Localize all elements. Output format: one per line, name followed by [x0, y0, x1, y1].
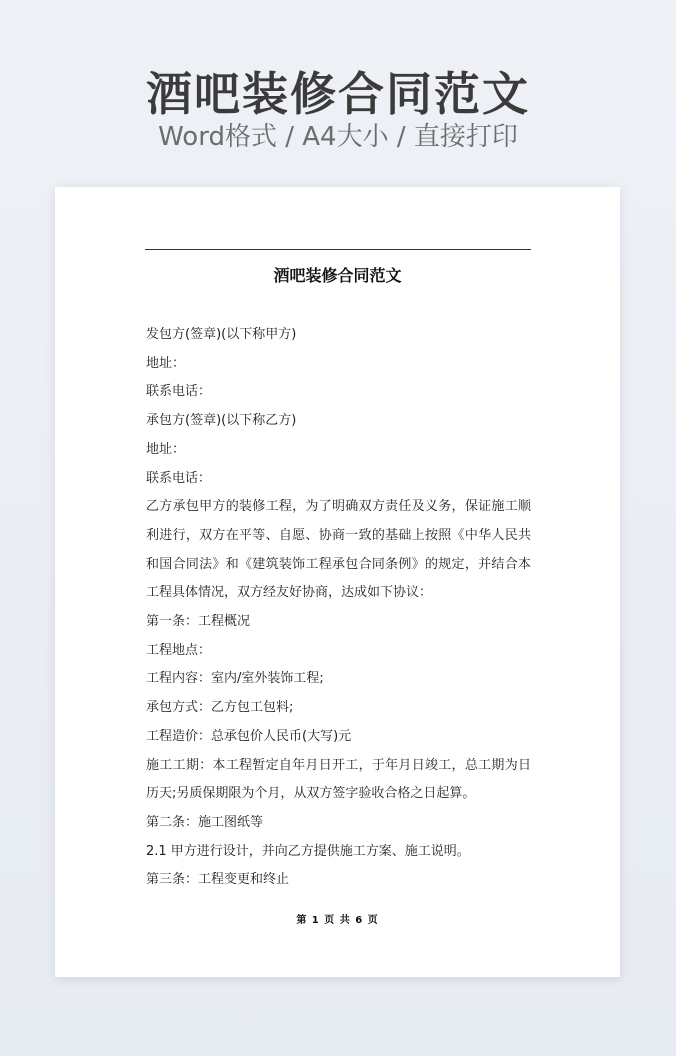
- article-1-heading: 第一条：工程概况: [146, 614, 251, 630]
- document-title: 酒吧装修合同范文: [273, 266, 402, 285]
- party-a-address: 地址：: [146, 355, 186, 371]
- project-cost: 工程造价：总承包价人民币(大写)元: [146, 728, 352, 744]
- construction-period: 施工工期：本工程暂定自年月日开工，于年月日竣工，总工期为日历天;另质保期限为个月，从双方签字验收合格之日起算。: [146, 757, 531, 802]
- party-b-address: 地址：: [146, 441, 186, 457]
- party-b-line: 承包方(签章)(以下称乙方): [146, 413, 297, 429]
- preamble-paragraph: 乙方承包甲方的装修工程，为了明确双方责任及义务，保证施工顺利进行，双方在平等、自愿、协商一致的基础上按照《中华人民共和国合同法》和《建筑装饰工程承包合同条例》的规定，并结合本工程具体情况，双方经友好协商，达成如下协议：: [146, 499, 531, 601]
- document-page: [55, 187, 620, 977]
- project-content: 工程内容：室内/室外装饰工程;: [146, 671, 324, 687]
- banner-title: 酒吧装修合同范文: [146, 67, 530, 121]
- party-a-line: 发包方(签章)(以下称甲方): [146, 327, 297, 342]
- page-number: 第 1 页 共 6 页: [296, 915, 379, 926]
- article-2-heading: 第二条：施工图纸等: [146, 814, 264, 830]
- banner-subtitle: Word格式 / A4大小 / 直接打印: [158, 122, 518, 152]
- party-a-phone: 联系电话：: [146, 384, 212, 400]
- header-rule: [145, 249, 531, 250]
- document-body: [146, 321, 531, 895]
- article-3-heading: 第三条：工程变更和终止: [146, 872, 290, 888]
- project-location: 工程地点：: [146, 642, 212, 658]
- party-b-phone: 联系电话：: [146, 470, 212, 486]
- clause-2-1: 2.1 甲方进行设计，并向乙方提供施工方案、施工说明。: [146, 843, 470, 859]
- contract-method: 承包方式：乙方包工包料;: [146, 700, 294, 716]
